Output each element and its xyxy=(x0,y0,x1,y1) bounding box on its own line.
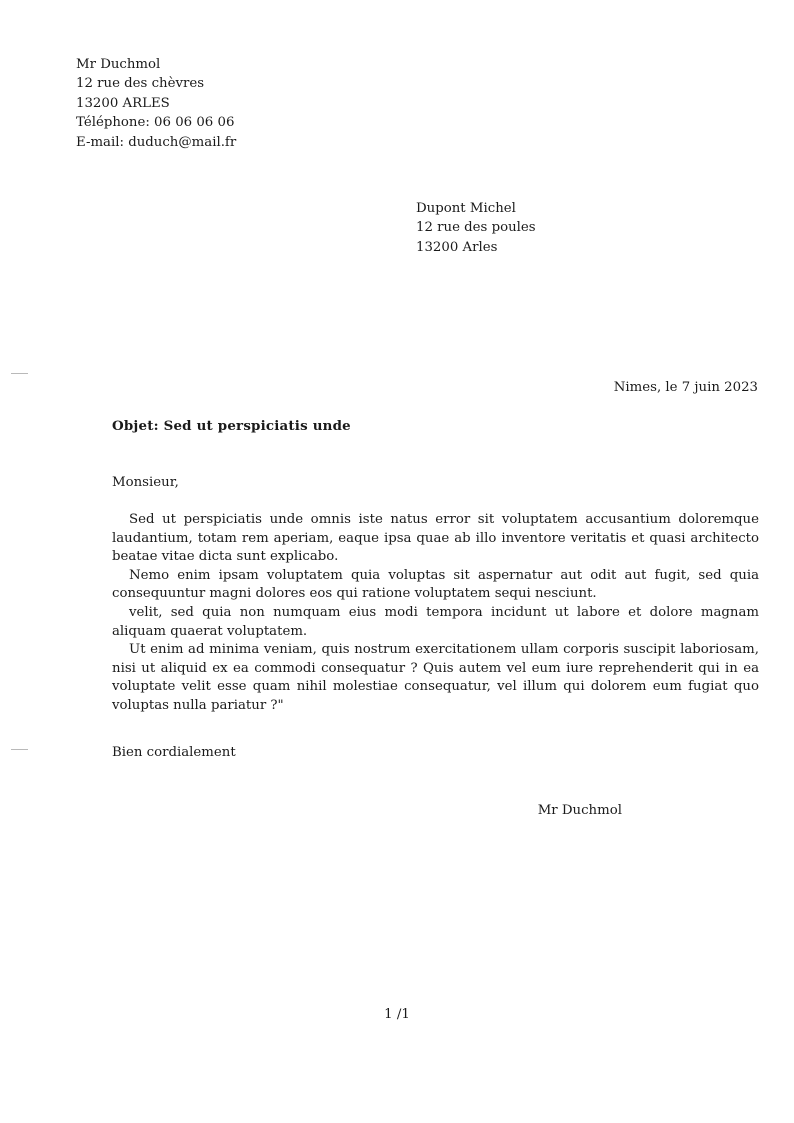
page-number: 1 /1 xyxy=(384,1007,410,1022)
recipient-name: Dupont Michel xyxy=(416,201,516,216)
body-paragraph: velit, sed quia non numquam eius modi tempora incidunt ut labore et dolore magnam aliquam quaerat voluptatem. xyxy=(112,604,759,639)
sender-street: 12 rue des chèvres xyxy=(76,76,205,92)
sender-address-block xyxy=(76,55,236,152)
sender-email: E-mail: duduch@mail.fr xyxy=(76,134,237,150)
sender-city: 13200 ARLES xyxy=(76,95,170,111)
body-paragraph: Sed ut perspiciatis unde omnis iste natus error sit voluptatem accusantium doloremque laudantium, totam rem aperiam, eaque ipsa quae ab illo inventore veritatis et quasi architecto beatae vitae dicta sunt explicabo. xyxy=(112,512,759,565)
letter-body xyxy=(112,511,759,716)
body-paragraph: Nemo enim ipsam voluptatem quia voluptas sit aspernatur aut odit aut fugit, sed quia consequuntur magni dolores eos qui ratione voluptatem sequi nesciunt. xyxy=(112,567,759,602)
closing-line: Bien cordialement xyxy=(112,745,236,760)
subject-line: Objet: Sed ut perspiciatis unde xyxy=(112,418,351,434)
sender-phone: Téléphone: 06 06 06 06 xyxy=(76,115,235,131)
sender-name: Mr Duchmol xyxy=(76,57,161,72)
salutation: Monsieur, xyxy=(112,475,179,490)
recipient-street: 12 rue des poules xyxy=(416,220,536,236)
recipient-city: 13200 Arles xyxy=(416,239,498,255)
fold-mark-upper xyxy=(11,373,28,374)
signature-line: Mr Duchmol xyxy=(537,803,622,818)
date-line: Nimes, le 7 juin 2023 xyxy=(613,380,758,395)
fold-mark-lower xyxy=(11,749,28,750)
body-paragraph: Ut enim ad minima veniam, quis nostrum exercitationem ullam corporis suscipit laboriosam, nisi ut aliquid ex ea commodi consequatur ? Quis autem vel eum iure reprehenderit qui in ea voluptate velit esse quam nihil molestiae consequatur, vel illum qui dolorem eum fugiat quo voluptas nulla pariatur ?" xyxy=(112,642,759,713)
recipient-address-block xyxy=(416,199,536,257)
